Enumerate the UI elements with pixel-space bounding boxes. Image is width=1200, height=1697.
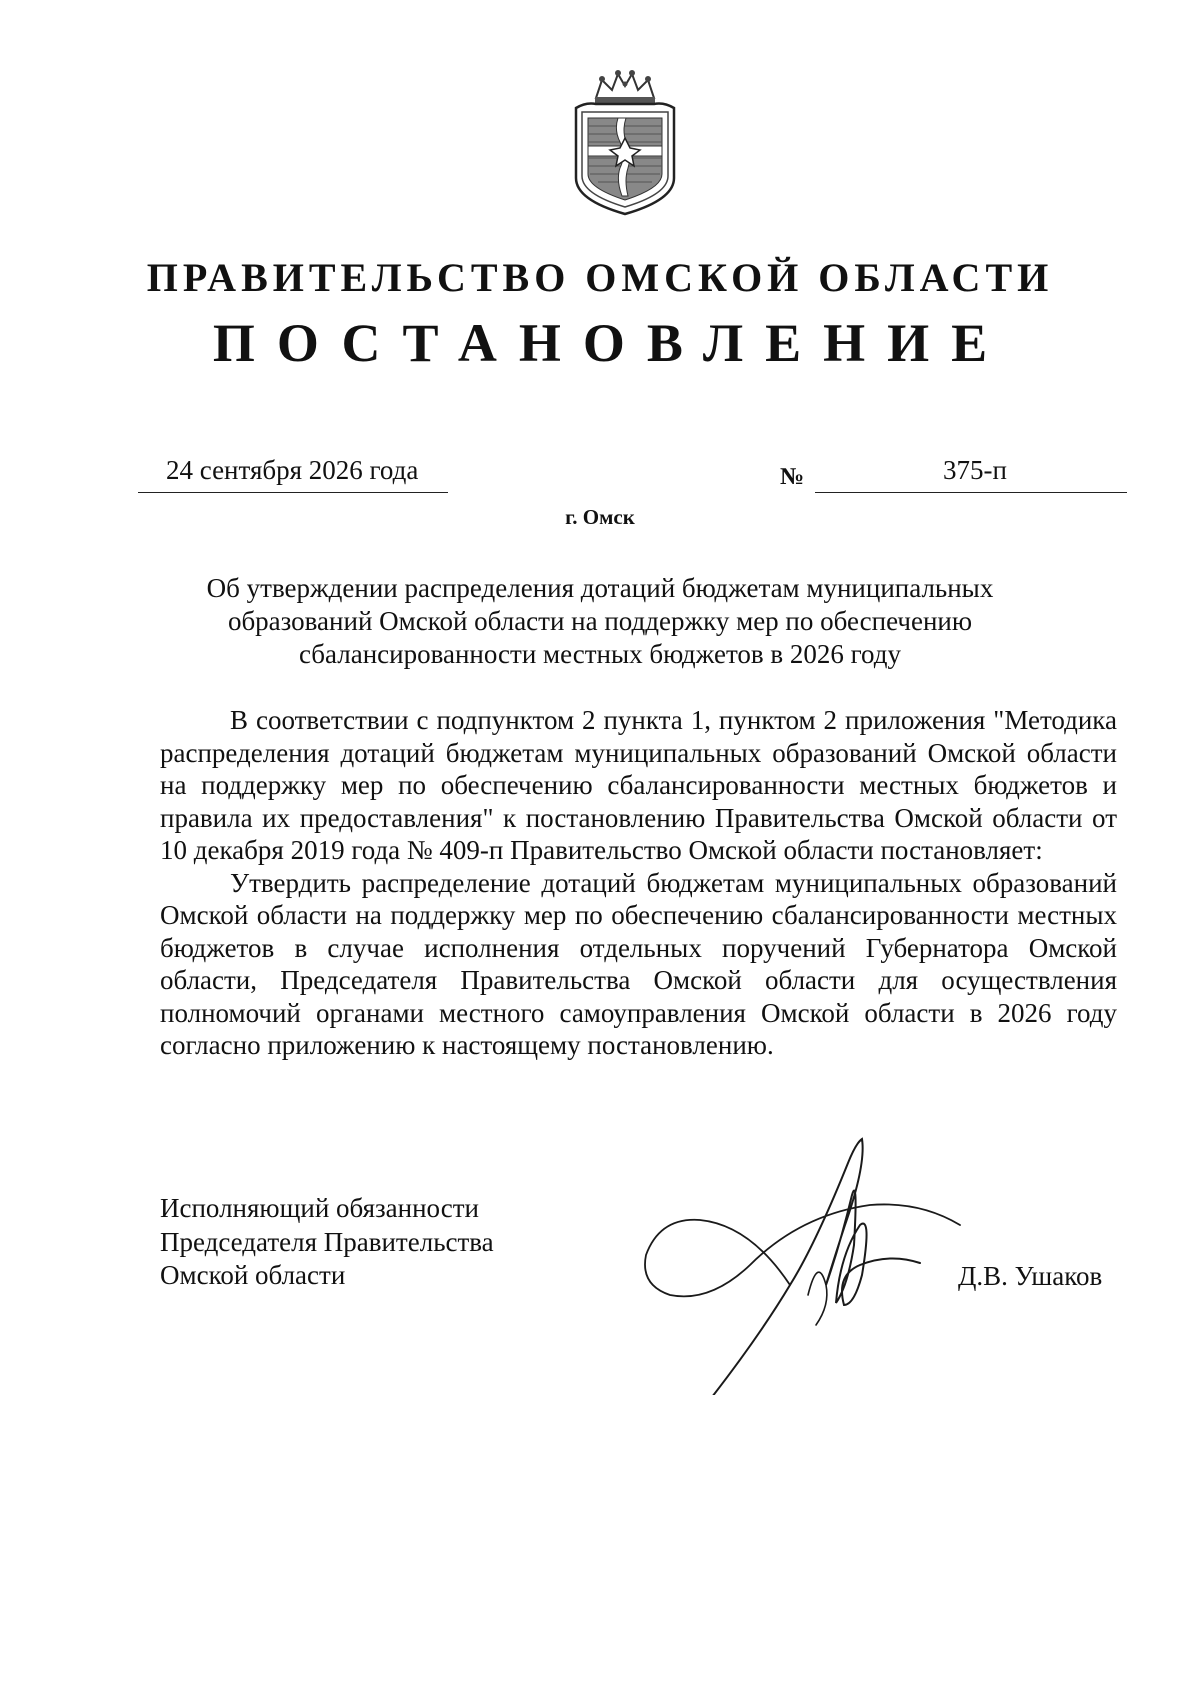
document-type-title: ПОСТАНОВЛЕНИЕ: [212, 313, 1010, 373]
signer-position-line: Исполняющий обязанности: [160, 1193, 479, 1223]
signer-position-line: Председателя Правительства: [160, 1226, 494, 1257]
number-field: [815, 452, 1127, 493]
document-number: 375-п: [943, 455, 1007, 485]
document-date: 24 сентября 2026 года: [166, 455, 419, 485]
document-body: [160, 704, 1117, 1062]
subject-line: сбалансированности местных бюджетов в 2026 году: [298, 639, 901, 669]
number-sign: №: [780, 464, 805, 490]
body-paragraph: В соответствии с подпунктом 2 пункта 1, пунктом 2 приложения "Методика распределения дотаций бюджетам муниципальных образований Омской области на поддержку мер по обеспечению сбалансированности местных бюджетов и правила их предоставления" к постановлению Правительства Омской области от 10 декабря 2019 года № 409-п Правительство Омской области постановляет:: [160, 705, 1117, 865]
document-subject: [160, 572, 1040, 671]
document-city: г. Омск: [565, 505, 635, 529]
signer-position-line: Омской области: [160, 1260, 346, 1290]
subject-line: образований Омской области на поддержку мер по обеспечению: [227, 606, 973, 636]
signer-name: Д.В. Ушаков: [958, 1261, 1103, 1291]
government-title: ПРАВИТЕЛЬСТВО ОМСКОЙ ОБЛАСТИ: [146, 255, 1054, 300]
date-field: [138, 452, 448, 493]
subject-line: Об утверждении распределения дотаций бюджетам муниципальных: [206, 573, 994, 603]
coat-of-arms-icon: [568, 68, 682, 218]
body-paragraph: Утвердить распределение дотаций бюджетам муниципальных образований Омской области на поддержку мер по обеспечению сбалансированности местных бюджетов в случае исполнения отдельных поручений Губернатора Омской области, Председателя Правительства Омской области для осуществления полномочий органами местного самоуправления Омской области в 2026 году согласно приложению к настоящему постановлению.: [160, 867, 1117, 1060]
handwritten-signature-icon: [640, 1135, 970, 1395]
signer-position: [160, 1192, 494, 1293]
